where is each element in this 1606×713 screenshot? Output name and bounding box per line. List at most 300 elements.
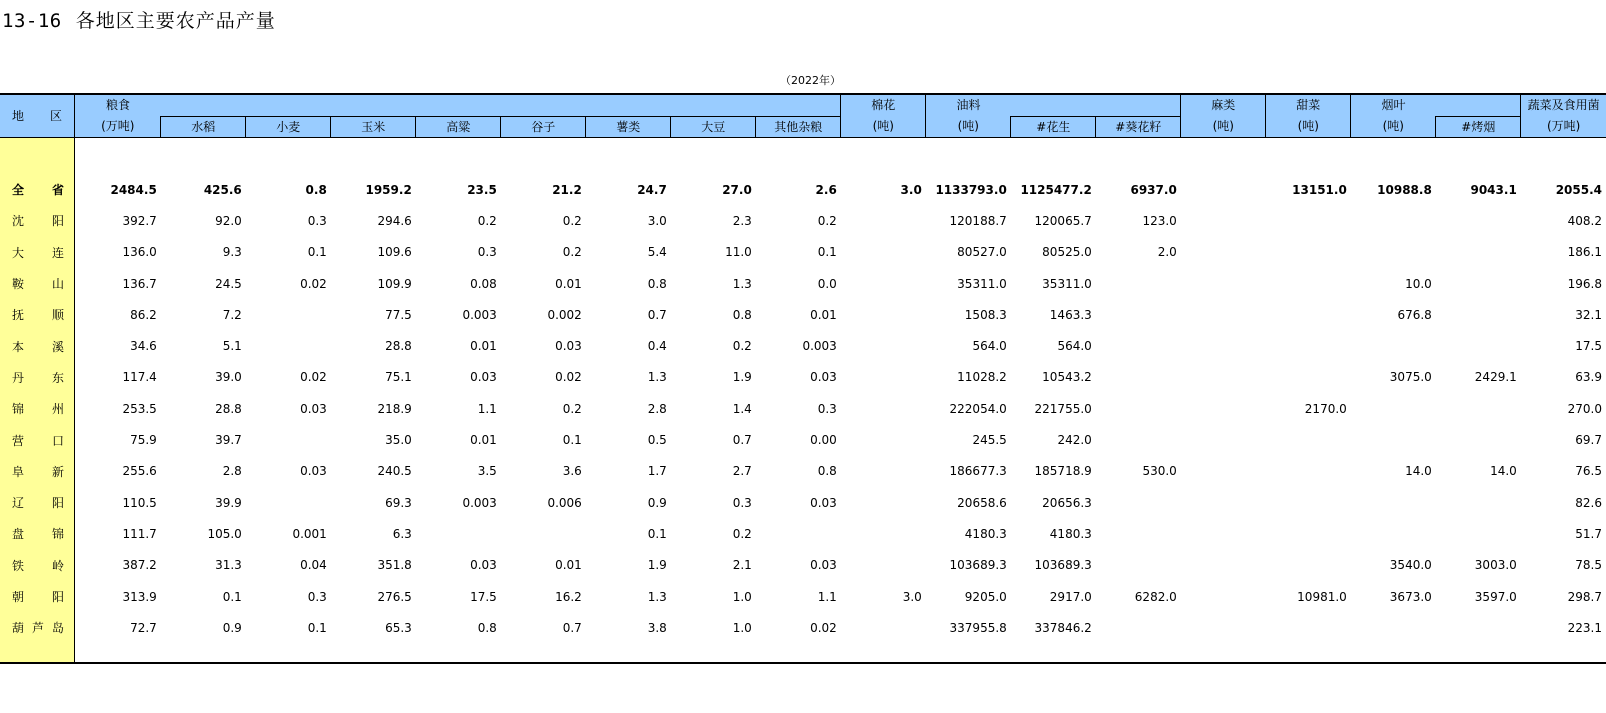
value-cell: 110.5 xyxy=(122,495,157,510)
value-cell xyxy=(1266,487,1351,518)
header-flue-tobacco: #烤烟 xyxy=(1436,117,1521,138)
region-cell: 锦州 xyxy=(0,393,75,424)
value-cell: 0.03 xyxy=(470,370,497,385)
value-cell xyxy=(841,393,926,424)
value-cell: 222054.0 xyxy=(949,401,1007,416)
value-cell: 0.1 xyxy=(562,433,582,448)
value-cell: 0.03 xyxy=(555,339,582,354)
value-cell xyxy=(1266,362,1351,393)
value-cell xyxy=(1266,456,1351,487)
table-row xyxy=(0,518,1606,549)
value-cell: 392.7 xyxy=(122,213,157,228)
table-row xyxy=(0,393,1606,424)
value-cell xyxy=(1436,205,1521,236)
header-tobacco-unit: (吨) xyxy=(1351,117,1436,138)
value-cell: 136.7 xyxy=(122,276,157,291)
value-cell: 0.02 xyxy=(810,620,837,635)
value-cell xyxy=(1351,424,1436,455)
region-cell: 大连 xyxy=(0,237,75,268)
value-cell: 530.0 xyxy=(1142,464,1177,479)
value-cell: 0.006 xyxy=(547,495,582,510)
value-cell: 0.5 xyxy=(647,433,667,448)
value-cell: 218.9 xyxy=(377,401,412,416)
value-cell: 1133793.0 xyxy=(935,182,1007,197)
value-cell xyxy=(1436,487,1521,518)
value-cell: 65.3 xyxy=(385,620,412,635)
value-cell: 1.4 xyxy=(732,401,752,416)
value-cell: 0.003 xyxy=(462,495,497,510)
value-cell: 298.7 xyxy=(1567,589,1602,604)
value-cell xyxy=(841,268,926,299)
value-cell: 35311.0 xyxy=(1042,276,1092,291)
table-row xyxy=(0,268,1606,299)
value-cell: 80527.0 xyxy=(957,245,1007,260)
header-tobacco: 烟叶 xyxy=(1351,94,1436,117)
value-cell xyxy=(1181,456,1266,487)
value-cell: 186.1 xyxy=(1567,245,1602,260)
table-row xyxy=(0,487,1606,518)
header-grain-span xyxy=(161,94,841,117)
value-cell: 2.8 xyxy=(647,401,667,416)
value-cell: 11028.2 xyxy=(957,370,1007,385)
value-cell xyxy=(841,612,926,643)
value-cell xyxy=(1096,518,1181,549)
region-cell: 葫芦岛 xyxy=(0,612,75,643)
value-cell xyxy=(1436,612,1521,643)
value-cell: 4180.3 xyxy=(964,526,1007,541)
value-cell: 0.01 xyxy=(555,276,582,291)
value-cell xyxy=(1181,362,1266,393)
region-cell: 抚顺 xyxy=(0,299,75,330)
value-cell xyxy=(1266,424,1351,455)
value-cell: 0.7 xyxy=(562,620,582,635)
value-cell: 276.5 xyxy=(377,589,412,604)
value-cell: 0.1 xyxy=(647,526,667,541)
value-cell: 0.001 xyxy=(292,526,327,541)
value-cell xyxy=(1436,237,1521,268)
value-cell: 676.8 xyxy=(1397,307,1432,322)
value-cell: 5.4 xyxy=(647,245,667,260)
value-cell: 14.0 xyxy=(1405,464,1432,479)
value-cell: 28.8 xyxy=(385,339,412,354)
value-cell: 253.5 xyxy=(122,401,157,416)
value-cell: 111.7 xyxy=(122,526,157,541)
value-cell: 0.2 xyxy=(732,526,752,541)
value-cell: 5.1 xyxy=(222,339,242,354)
value-cell: 13151.0 xyxy=(1292,182,1347,197)
value-cell xyxy=(1181,268,1266,299)
value-cell xyxy=(841,299,926,330)
value-cell: 337955.8 xyxy=(949,620,1007,635)
value-cell xyxy=(1436,393,1521,424)
value-cell: 2.7 xyxy=(732,464,752,479)
value-cell: 2.3 xyxy=(732,213,752,228)
value-cell: 21.2 xyxy=(552,182,582,197)
value-cell xyxy=(1181,205,1266,236)
value-cell: 82.6 xyxy=(1575,495,1602,510)
value-cell: 337846.2 xyxy=(1034,620,1092,635)
year-note: （2022年） xyxy=(780,74,841,87)
value-cell xyxy=(1181,237,1266,268)
value-cell: 0.04 xyxy=(300,558,327,573)
value-cell xyxy=(1351,518,1436,549)
value-cell: 0.2 xyxy=(562,401,582,416)
header-beet: 甜菜 xyxy=(1266,94,1351,117)
value-cell: 0.003 xyxy=(802,339,837,354)
value-cell: 17.5 xyxy=(470,589,497,604)
value-cell xyxy=(841,205,926,236)
header-other-grain: 其他杂粮 xyxy=(756,117,841,138)
value-cell xyxy=(1181,581,1266,612)
value-cell xyxy=(1096,487,1181,518)
value-cell: 3075.0 xyxy=(1389,370,1432,385)
value-cell: 408.2 xyxy=(1567,213,1602,228)
value-cell: 3540.0 xyxy=(1389,558,1432,573)
value-cell: 1125477.2 xyxy=(1020,182,1092,197)
table-row xyxy=(0,581,1606,612)
value-cell xyxy=(1096,612,1181,643)
header-cotton-unit: (吨) xyxy=(841,117,926,138)
value-cell: 3.6 xyxy=(562,464,582,479)
value-cell: 103689.3 xyxy=(949,558,1007,573)
value-cell: 4180.3 xyxy=(1049,526,1092,541)
value-cell xyxy=(1266,268,1351,299)
table-body xyxy=(0,138,1606,664)
production-table xyxy=(0,93,1606,664)
value-cell: 0.2 xyxy=(817,213,837,228)
value-cell: 0.1 xyxy=(222,589,242,604)
table-row xyxy=(0,456,1606,487)
value-cell: 69.3 xyxy=(385,495,412,510)
value-cell: 0.1 xyxy=(307,620,327,635)
value-cell: 123.0 xyxy=(1142,213,1177,228)
value-cell: 196.8 xyxy=(1567,276,1602,291)
value-cell: 0.003 xyxy=(462,307,497,322)
header-wheat: 小麦 xyxy=(246,117,331,138)
value-cell xyxy=(1181,299,1266,330)
value-cell: 63.9 xyxy=(1575,370,1602,385)
table-row xyxy=(0,237,1606,268)
value-cell: 0.8 xyxy=(817,464,837,479)
value-cell: 245.5 xyxy=(972,433,1007,448)
value-cell: 294.6 xyxy=(377,213,412,228)
region-cell: 鞍山 xyxy=(0,268,75,299)
value-cell xyxy=(1266,330,1351,361)
value-cell: 24.5 xyxy=(215,276,242,291)
value-cell xyxy=(1436,424,1521,455)
value-cell: 10981.0 xyxy=(1297,589,1347,604)
value-cell: 20656.3 xyxy=(1042,495,1092,510)
value-cell: 0.2 xyxy=(477,213,497,228)
value-cell: 0.3 xyxy=(307,589,327,604)
table-row xyxy=(0,612,1606,643)
value-cell: 78.5 xyxy=(1575,558,1602,573)
value-cell: 120065.7 xyxy=(1034,213,1092,228)
header-tobacco-span xyxy=(1436,94,1521,117)
value-cell: 313.9 xyxy=(122,589,157,604)
value-cell: 1.1 xyxy=(477,401,497,416)
value-cell: 2055.4 xyxy=(1555,182,1602,197)
value-cell: 0.01 xyxy=(470,339,497,354)
value-cell: 1.0 xyxy=(732,620,752,635)
value-cell: 0.01 xyxy=(470,433,497,448)
value-cell xyxy=(841,237,926,268)
value-cell: 0.02 xyxy=(555,370,582,385)
value-cell xyxy=(841,550,926,581)
value-cell: 0.1 xyxy=(307,245,327,260)
value-cell xyxy=(756,518,841,549)
table-row xyxy=(0,205,1606,236)
value-cell xyxy=(246,424,331,455)
header-millet: 谷子 xyxy=(501,117,586,138)
value-cell: 14.0 xyxy=(1490,464,1517,479)
value-cell: 1.1 xyxy=(817,589,837,604)
value-cell: 0.3 xyxy=(307,213,327,228)
value-cell: 35311.0 xyxy=(957,276,1007,291)
value-cell: 223.1 xyxy=(1567,620,1602,635)
header-oil-unit: (吨) xyxy=(926,117,1011,138)
value-cell: 186677.3 xyxy=(949,464,1007,479)
header-corn: 玉米 xyxy=(331,117,416,138)
value-cell: 2.1 xyxy=(732,558,752,573)
value-cell: 35.0 xyxy=(385,433,412,448)
value-cell xyxy=(1436,299,1521,330)
value-cell: 1.9 xyxy=(732,370,752,385)
header-sorghum: 高粱 xyxy=(416,117,501,138)
header-grain: 粮食 xyxy=(75,94,161,117)
value-cell: 10988.8 xyxy=(1377,182,1432,197)
value-cell: 1.7 xyxy=(647,464,667,479)
value-cell: 72.7 xyxy=(130,620,157,635)
value-cell xyxy=(1181,518,1266,549)
value-cell: 0.03 xyxy=(810,495,837,510)
value-cell: 0.3 xyxy=(732,495,752,510)
table-row xyxy=(0,424,1606,455)
header-beet-unit: (吨) xyxy=(1266,117,1351,138)
value-cell: 0.8 xyxy=(305,182,327,197)
value-cell xyxy=(1351,237,1436,268)
value-cell: 0.03 xyxy=(300,464,327,479)
value-cell: 0.02 xyxy=(300,370,327,385)
value-cell xyxy=(1266,299,1351,330)
value-cell: 3.0 xyxy=(902,589,922,604)
value-cell: 3.5 xyxy=(477,464,497,479)
header-cotton: 棉花 xyxy=(841,94,926,117)
value-cell: 3597.0 xyxy=(1474,589,1517,604)
value-cell: 32.1 xyxy=(1575,307,1602,322)
value-cell: 39.7 xyxy=(215,433,242,448)
tail-row xyxy=(0,643,1606,663)
value-cell: 3.0 xyxy=(900,182,922,197)
value-cell: 0.9 xyxy=(647,495,667,510)
value-cell: 0.08 xyxy=(470,276,497,291)
header-grain-unit: (万吨) xyxy=(75,117,161,138)
value-cell: 0.7 xyxy=(732,433,752,448)
value-cell: 0.03 xyxy=(300,401,327,416)
value-cell: 0.03 xyxy=(470,558,497,573)
spacer-row xyxy=(0,138,1606,175)
value-cell xyxy=(1096,362,1181,393)
value-cell: 39.9 xyxy=(215,495,242,510)
value-cell: 1.3 xyxy=(647,589,667,604)
value-cell xyxy=(246,330,331,361)
value-cell: 0.4 xyxy=(647,339,667,354)
value-cell xyxy=(1351,330,1436,361)
region-cell: 本溪 xyxy=(0,330,75,361)
value-cell xyxy=(1351,205,1436,236)
value-cell: 0.9 xyxy=(222,620,242,635)
value-cell xyxy=(1436,518,1521,549)
region-cell: 铁岭 xyxy=(0,550,75,581)
header-peanut: #花生 xyxy=(1011,117,1096,138)
value-cell xyxy=(246,299,331,330)
value-cell: 0.1 xyxy=(817,245,837,260)
value-cell: 9205.0 xyxy=(964,589,1007,604)
value-cell xyxy=(841,424,926,455)
value-cell: 0.02 xyxy=(300,276,327,291)
value-cell: 109.6 xyxy=(377,245,412,260)
value-cell: 0.01 xyxy=(810,307,837,322)
value-cell: 0.2 xyxy=(732,339,752,354)
value-cell: 0.8 xyxy=(647,276,667,291)
header-rice: 水稻 xyxy=(161,117,246,138)
value-cell: 9.3 xyxy=(222,245,242,260)
value-cell: 425.6 xyxy=(203,182,242,197)
table-row xyxy=(0,299,1606,330)
value-cell: 75.9 xyxy=(130,433,157,448)
value-cell: 221755.0 xyxy=(1034,401,1092,416)
value-cell: 7.2 xyxy=(222,307,242,322)
table-row xyxy=(0,330,1606,361)
value-cell xyxy=(1351,612,1436,643)
header-oil-span xyxy=(1011,94,1181,117)
value-cell: 92.0 xyxy=(215,213,242,228)
value-cell xyxy=(1181,487,1266,518)
region-cell: 朝阳 xyxy=(0,581,75,612)
value-cell xyxy=(1266,205,1351,236)
value-cell: 3.8 xyxy=(647,620,667,635)
value-cell: 39.0 xyxy=(215,370,242,385)
value-cell xyxy=(1096,330,1181,361)
value-cell: 0.2 xyxy=(562,213,582,228)
table-row-total xyxy=(0,174,1606,205)
value-cell xyxy=(1181,174,1266,205)
value-cell: 3.0 xyxy=(647,213,667,228)
table-code: 13-16 xyxy=(2,10,62,32)
value-cell xyxy=(841,518,926,549)
value-cell xyxy=(1181,393,1266,424)
value-cell: 1.0 xyxy=(732,589,752,604)
value-cell xyxy=(246,487,331,518)
value-cell xyxy=(1266,550,1351,581)
value-cell xyxy=(1096,393,1181,424)
table-row xyxy=(0,550,1606,581)
value-cell: 0.3 xyxy=(817,401,837,416)
value-cell: 2.6 xyxy=(815,182,837,197)
value-cell: 6282.0 xyxy=(1134,589,1177,604)
value-cell: 351.8 xyxy=(377,558,412,573)
value-cell: 387.2 xyxy=(122,558,157,573)
value-cell: 80525.0 xyxy=(1042,245,1092,260)
value-cell: 0.03 xyxy=(810,558,837,573)
value-cell xyxy=(1181,424,1266,455)
value-cell xyxy=(1096,424,1181,455)
value-cell: 6.3 xyxy=(392,526,412,541)
value-cell: 0.01 xyxy=(555,558,582,573)
value-cell: 1463.3 xyxy=(1049,307,1092,322)
value-cell xyxy=(1096,550,1181,581)
value-cell xyxy=(501,518,586,549)
table-row xyxy=(0,362,1606,393)
value-cell: 0.03 xyxy=(810,370,837,385)
value-cell: 6937.0 xyxy=(1130,182,1177,197)
value-cell: 0.8 xyxy=(732,307,752,322)
value-cell xyxy=(1266,237,1351,268)
region-cell: 全省 xyxy=(0,174,75,205)
value-cell: 69.7 xyxy=(1575,433,1602,448)
value-cell: 20658.6 xyxy=(957,495,1007,510)
value-cell xyxy=(1096,299,1181,330)
header-sunflower: #葵花籽 xyxy=(1096,117,1181,138)
value-cell: 0.8 xyxy=(477,620,497,635)
value-cell: 0.3 xyxy=(477,245,497,260)
value-cell: 270.0 xyxy=(1567,401,1602,416)
region-cell: 沈阳 xyxy=(0,205,75,236)
region-cell: 阜新 xyxy=(0,456,75,487)
table-title: 各地区主要农产品产量 xyxy=(75,10,276,32)
value-cell xyxy=(1266,612,1351,643)
value-cell: 9043.1 xyxy=(1470,182,1517,197)
header-hemp: 麻类 xyxy=(1181,94,1266,117)
value-cell: 2.0 xyxy=(1157,245,1177,260)
header-veg-unit: (万吨) xyxy=(1521,117,1606,138)
value-cell: 0.2 xyxy=(562,245,582,260)
value-cell: 1508.3 xyxy=(964,307,1007,322)
value-cell: 76.5 xyxy=(1575,464,1602,479)
header-region: 地 区 xyxy=(0,94,75,138)
value-cell: 255.6 xyxy=(122,464,157,479)
value-cell: 109.9 xyxy=(377,276,412,291)
value-cell xyxy=(841,487,926,518)
value-cell: 24.7 xyxy=(637,182,667,197)
value-cell xyxy=(1436,268,1521,299)
region-cell: 丹东 xyxy=(0,362,75,393)
value-cell: 31.3 xyxy=(215,558,242,573)
value-cell xyxy=(1351,393,1436,424)
value-cell: 2917.0 xyxy=(1049,589,1092,604)
header-oil: 油料 xyxy=(926,94,1011,117)
header-tubers: 薯类 xyxy=(586,117,671,138)
value-cell xyxy=(1351,487,1436,518)
header-hemp-unit: (吨) xyxy=(1181,117,1266,138)
value-cell: 242.0 xyxy=(1057,433,1092,448)
value-cell: 3003.0 xyxy=(1474,558,1517,573)
value-cell: 77.5 xyxy=(385,307,412,322)
page-title xyxy=(2,6,276,33)
value-cell: 2484.5 xyxy=(110,182,157,197)
value-cell xyxy=(1181,330,1266,361)
value-cell xyxy=(1436,330,1521,361)
value-cell: 28.8 xyxy=(215,401,242,416)
value-cell: 0.0 xyxy=(817,276,837,291)
header-veg: 蔬菜及食用菌 xyxy=(1521,94,1606,117)
value-cell: 10543.2 xyxy=(1042,370,1092,385)
value-cell: 185718.9 xyxy=(1034,464,1092,479)
value-cell xyxy=(1266,518,1351,549)
value-cell: 136.0 xyxy=(122,245,157,260)
value-cell: 1.3 xyxy=(647,370,667,385)
value-cell: 16.2 xyxy=(555,589,582,604)
